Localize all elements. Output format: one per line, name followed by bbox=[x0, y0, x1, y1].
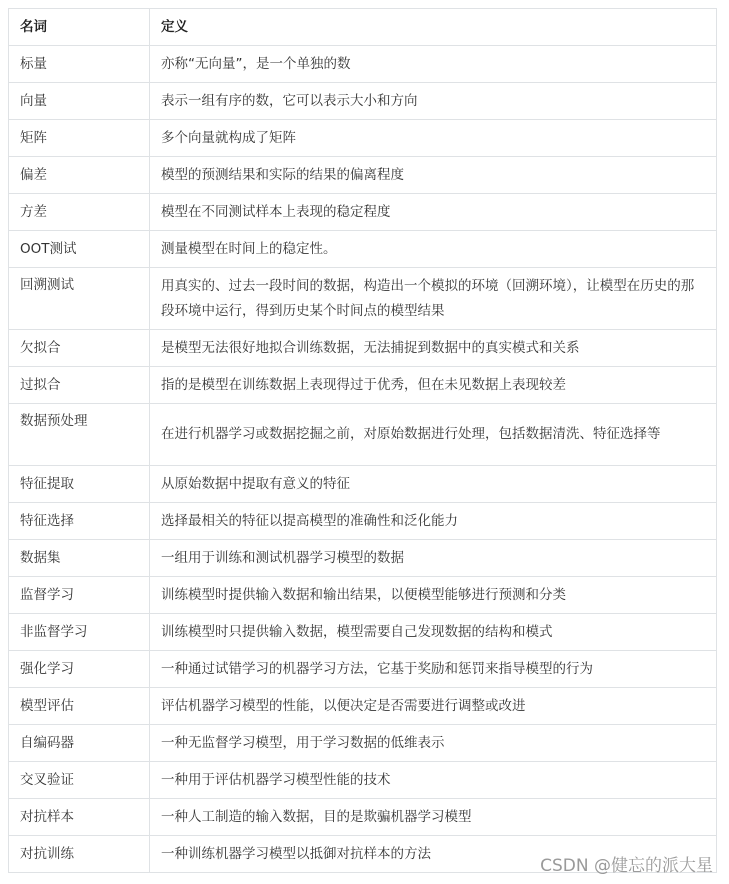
table-row bbox=[9, 83, 717, 120]
table-row bbox=[9, 688, 717, 725]
definition-cell: 训练模型时提供输入数据和输出结果，以便模型能够进行预测和分类 bbox=[150, 577, 717, 614]
table-row bbox=[9, 404, 717, 466]
term-cell: 自编码器 bbox=[9, 725, 150, 762]
definition-cell: 评估机器学习模型的性能，以便决定是否需要进行调整或改进 bbox=[150, 688, 717, 725]
definition-cell: 一种用于评估机器学习模型性能的技术 bbox=[150, 762, 717, 799]
header-term: 名词 bbox=[9, 9, 150, 46]
table-row bbox=[9, 762, 717, 799]
table-row bbox=[9, 120, 717, 157]
definition-cell: 模型的预测结果和实际的结果的偏离程度 bbox=[150, 157, 717, 194]
definition-cell: 模型在不同测试样本上表现的稳定程度 bbox=[150, 194, 717, 231]
table-row bbox=[9, 330, 717, 367]
table-row bbox=[9, 540, 717, 577]
definition-cell: 一组用于训练和测试机器学习模型的数据 bbox=[150, 540, 717, 577]
definition-cell: 指的是模型在训练数据上表现得过于优秀，但在未见数据上表现较差 bbox=[150, 367, 717, 404]
term-cell: 欠拟合 bbox=[9, 330, 150, 367]
definition-cell: 一种训练机器学习模型以抵御对抗样本的方法 bbox=[150, 836, 717, 873]
term-cell: 对抗样本 bbox=[9, 799, 150, 836]
definition-cell: 一种人工制造的输入数据，目的是欺骗机器学习模型 bbox=[150, 799, 717, 836]
term-cell: 模型评估 bbox=[9, 688, 150, 725]
term-cell: 矩阵 bbox=[9, 120, 150, 157]
table-row bbox=[9, 157, 717, 194]
definition-cell: 选择最相关的特征以提高模型的准确性和泛化能力 bbox=[150, 503, 717, 540]
table-row bbox=[9, 194, 717, 231]
term-cell: 方差 bbox=[9, 194, 150, 231]
definition-cell: 训练模型时只提供输入数据，模型需要自己发现数据的结构和模式 bbox=[150, 614, 717, 651]
table-header-row bbox=[9, 9, 717, 46]
definition-cell: 一种通过试错学习的机器学习方法，它基于奖励和惩罚来指导模型的行为 bbox=[150, 651, 717, 688]
definition-cell: 测量模型在时间上的稳定性。 bbox=[150, 231, 717, 268]
table-row bbox=[9, 367, 717, 404]
table-row bbox=[9, 799, 717, 836]
csdn-watermark: CSDN @健忘的派大星 bbox=[540, 856, 713, 876]
table-row bbox=[9, 725, 717, 762]
glossary-table-container bbox=[8, 8, 716, 873]
definition-cell: 一种无监督学习模型，用于学习数据的低维表示 bbox=[150, 725, 717, 762]
term-cell: 非监督学习 bbox=[9, 614, 150, 651]
header-definition: 定义 bbox=[150, 9, 717, 46]
table-row bbox=[9, 577, 717, 614]
table-row bbox=[9, 46, 717, 83]
term-cell: OOT测试 bbox=[9, 231, 150, 268]
term-cell: 强化学习 bbox=[9, 651, 150, 688]
term-cell: 标量 bbox=[9, 46, 150, 83]
term-cell: 交叉验证 bbox=[9, 762, 150, 799]
definition-cell: 用真实的、过去一段时间的数据，构造出一个模拟的环境（回溯环境），让模型在历史的那段环境中运行，得到历史某个时间点的模型结果 bbox=[150, 268, 717, 330]
term-cell: 过拟合 bbox=[9, 367, 150, 404]
term-cell: 特征选择 bbox=[9, 503, 150, 540]
term-cell: 对抗训练 bbox=[9, 836, 150, 873]
definition-cell: 表示一组有序的数，它可以表示大小和方向 bbox=[150, 83, 717, 120]
table-row bbox=[9, 268, 717, 330]
definition-cell: 亦称“无向量”，是一个单独的数 bbox=[150, 46, 717, 83]
table-row bbox=[9, 466, 717, 503]
term-cell: 数据集 bbox=[9, 540, 150, 577]
term-cell: 监督学习 bbox=[9, 577, 150, 614]
term-cell: 偏差 bbox=[9, 157, 150, 194]
table-row bbox=[9, 651, 717, 688]
term-cell: 回溯测试 bbox=[9, 268, 150, 330]
definition-cell: 是模型无法很好地拟合训练数据，无法捕捉到数据中的真实模式和关系 bbox=[150, 330, 717, 367]
definition-cell: 从原始数据中提取有意义的特征 bbox=[150, 466, 717, 503]
table-row bbox=[9, 503, 717, 540]
term-cell: 特征提取 bbox=[9, 466, 150, 503]
glossary-table bbox=[8, 8, 717, 873]
definition-cell: 在进行机器学习或数据挖掘之前，对原始数据进行处理，包括数据清洗、特征选择等 bbox=[150, 404, 717, 466]
table-row bbox=[9, 231, 717, 268]
term-cell: 向量 bbox=[9, 83, 150, 120]
term-cell: 数据预处理 bbox=[9, 404, 150, 466]
definition-cell: 多个向量就构成了矩阵 bbox=[150, 120, 717, 157]
table-row bbox=[9, 614, 717, 651]
